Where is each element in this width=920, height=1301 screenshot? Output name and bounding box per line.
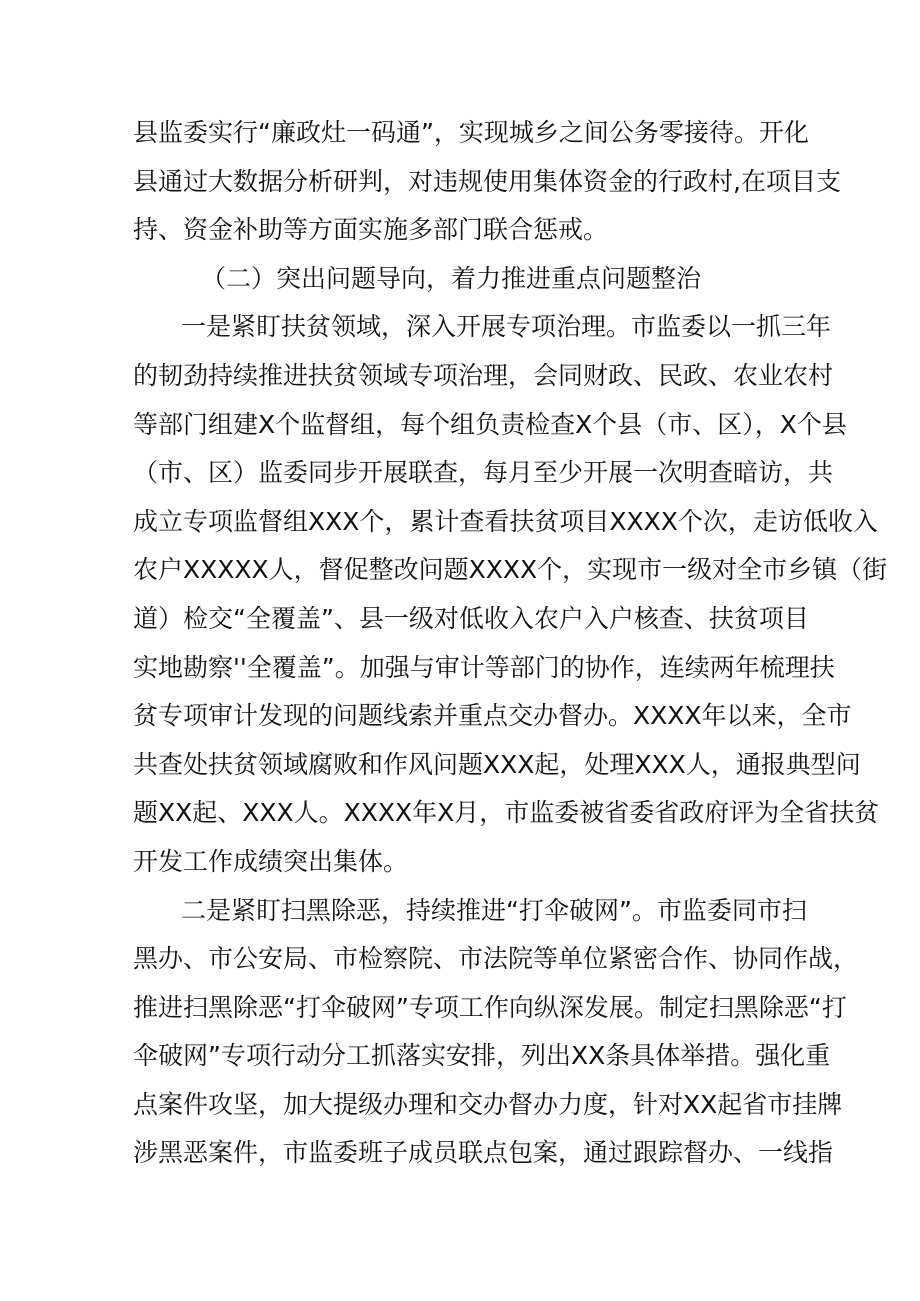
text-line: 县监委实行“廉政灶一码通”，实现城乡之间公务零接待。开化 [133,118,809,147]
text-line: 伞破网”专项行动分工抓落实安排，列出XX条具体举措。强化重 [133,1041,831,1071]
text-line: 二是紧盯扫黑除恶，持续推进“打伞破网”。市监委同市扫 [181,895,807,925]
text-line: 题XX起、XXX人。XXXX年X月，市监委被省委省政府评为全省扶贫 [133,798,880,828]
text-line: 黑办、市公安局、市检察院、市法院等单位紧密合作、协同作战， [133,944,859,974]
text-line: 一是紧盯扶贫领域，深入开展专项治理。市监委以一抓三年 [181,312,832,342]
text-line: 农户XXXXX人，督促整改问题XXXX个，实现市一级对全市乡镇（街 [133,555,888,585]
heading-line: （二）突出问题导向，着力推进重点问题整治 [201,263,702,293]
text-line: 点案件攻坚，加大提级办理和交办督办力度，针对XX起省市挂牌 [133,1089,843,1119]
text-line: 县通过大数据分析研判，对违规使用集体资金的行政村,在项目支 [133,166,841,196]
text-line: 共查处扶贫领域腐败和作风问题XXX起，处理XXX人，通报典型问 [133,749,861,779]
text-line: 等部门组建X个监督组，每个组负责检查X个县（市、区），X个县 [133,409,847,439]
text-line: 道）检交“全覆盖”、县一级对低收入农户入户核查、扶贫项目 [133,603,809,633]
text-line: 持、资金补助等方面实施多部门联合惩戒。 [133,215,609,245]
text-line: 成立专项监督组XXX个，累计查看扶贫项目XXXX个次，走访低收入 [133,506,878,536]
text-line: 涉黑恶案件，市监委班子成员联点包案，通过跟踪督办、一线指 [133,1138,834,1168]
document-body [133,109,888,1178]
text-line: 贫专项审计发现的问题线索并重点交办督办。XXXX年以来，全市 [133,701,852,731]
paragraph-anti-crime [133,887,859,1179]
paragraph-continuation [133,109,841,255]
paragraph-poverty-alleviation [133,303,888,886]
text-line: 推进扫黑除恶“打伞破网”专项工作向纵深发展。制定扫黑除恶“打 [133,992,847,1022]
text-line: 的韧劲持续推进扶贫领域专项治理，会同财政、民政、农业农村 [133,360,834,390]
text-line: 实地勘察''全覆盖”。加强与审计等部门的协作，连续两年梳理扶 [133,652,835,682]
section-heading [133,255,803,304]
text-line: （市、区）监委同步开展联查，每月至少开展一次明查暗访，共 [133,458,834,488]
text-line: 开发工作成绩突出集体。 [133,846,409,876]
